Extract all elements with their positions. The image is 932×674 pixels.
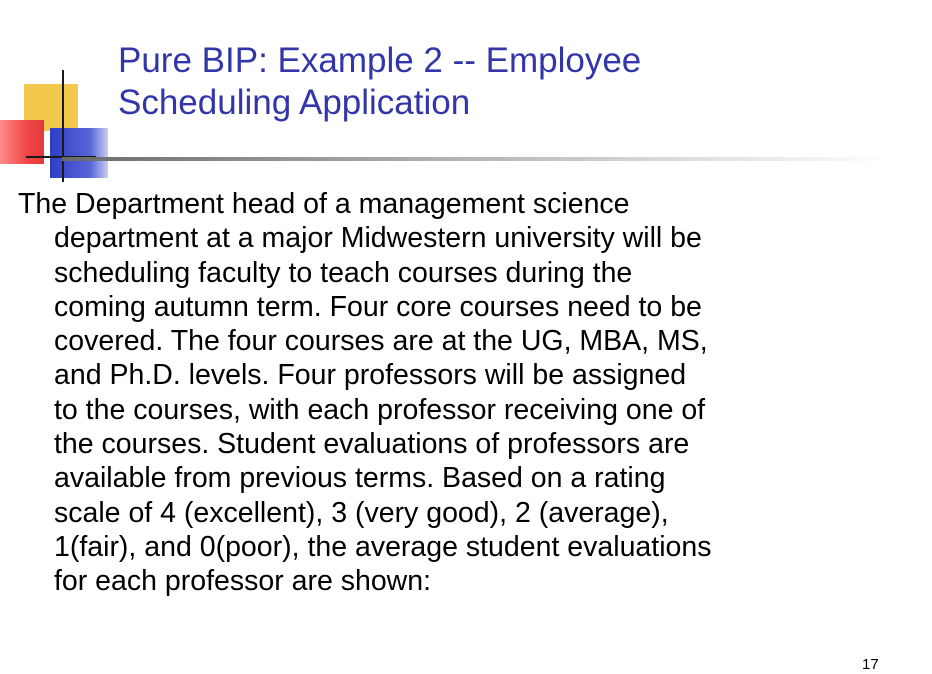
body-line: available from previous terms. Based on a rating [54, 462, 666, 495]
body-line: and Ph.D. levels. Four professors will be assigned [54, 359, 687, 392]
logo-vertical-line [62, 70, 64, 182]
body-line: The Department head of a management science [18, 188, 630, 220]
body-line: the courses. Student evaluations of professors are [54, 428, 690, 461]
slide-body-paragraph [18, 187, 923, 599]
title-divider [62, 157, 892, 161]
body-line: coming autumn term. Four core courses need to be [54, 290, 702, 323]
body-line: to the courses, with each professor receiving one of [54, 393, 706, 426]
body-line: department at a major Midwestern university will be [54, 222, 702, 255]
body-line: 1(fair), and 0(poor), the average student evaluations [54, 530, 712, 563]
page-number: 17 [862, 656, 879, 673]
body-line: covered. The four courses are at the UG, MBA, MS, [54, 325, 708, 358]
body-line: scheduling faculty to teach courses during the [54, 256, 633, 289]
logo-blue-square [50, 128, 108, 178]
slide-title-line-1: Pure BIP: Example 2 -- Employee [118, 41, 642, 80]
slide-title [118, 40, 898, 124]
body-line: scale of 4 (excellent), 3 (very good), 2 (average), [54, 496, 669, 529]
slide-title-line-2: Scheduling Application [118, 83, 471, 122]
body-line: for each professor are shown: [54, 565, 432, 598]
